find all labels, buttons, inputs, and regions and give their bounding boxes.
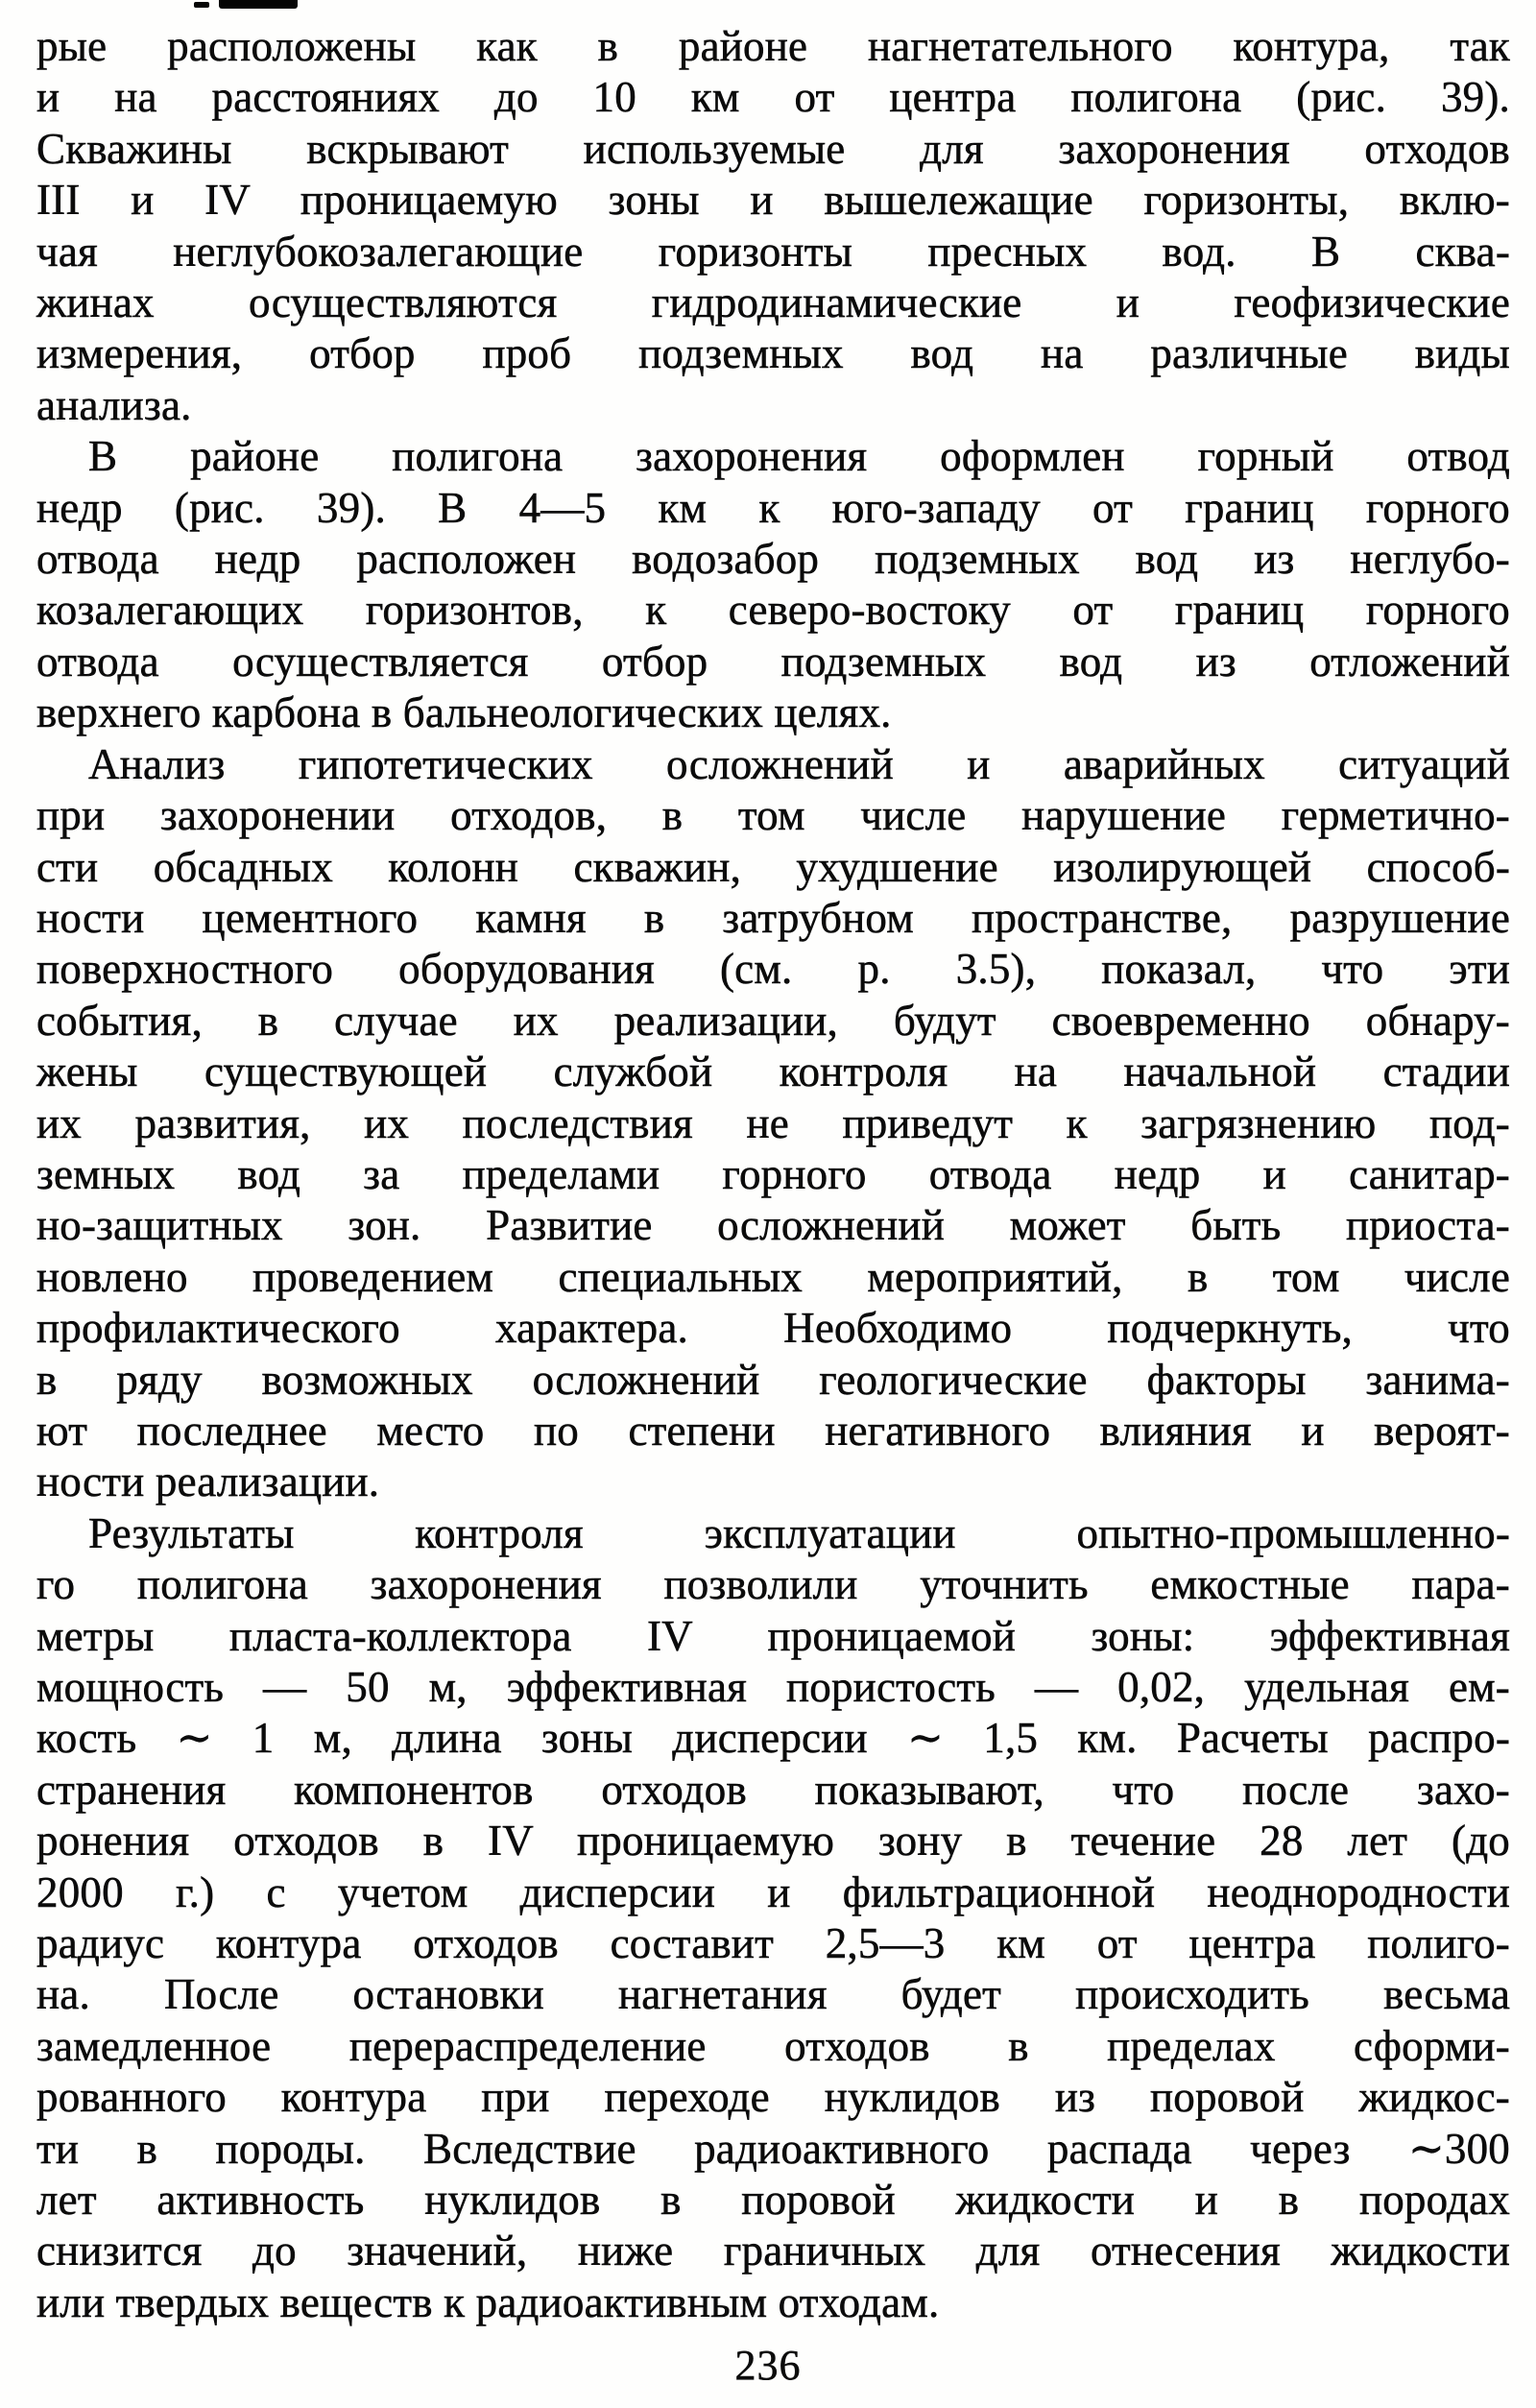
text-line: чая неглубокозалегающие горизонты пресных вод. В сква- — [36, 227, 1510, 276]
text-line: Скважины вскрывают используемые для захоронения отходов — [36, 124, 1510, 173]
text-line: на. После остановки нагнетания будет происходить весьма — [36, 1970, 1510, 2019]
text-line: профилактического характера. Необходимо подчеркнуть, что — [36, 1304, 1510, 1353]
text-line: измерения, отбор проб подземных вод на различные виды — [36, 329, 1510, 378]
paragraph — [36, 21, 1510, 431]
text-line: козалегающих горизонтов, к северо-востоку от границ горного — [36, 586, 1510, 635]
text-line: но-защитных зон. Развитие осложнений может быть приоста- — [36, 1201, 1510, 1250]
text-line: события, в случае их реализации, будут своевременно обнару- — [36, 996, 1510, 1045]
text-line: ронения отходов в IV проницаемую зону в течение 28 лет (до — [36, 1817, 1510, 1866]
text-line: рые расположены как в районе нагнетательного контура, так — [36, 22, 1510, 70]
text-line: сти обсадных колонн скважин, ухудшение изолирующей способ- — [36, 842, 1510, 891]
text-line: метры пласта-коллектора IV проницаемой зоны: эффективная — [36, 1611, 1510, 1660]
text-line: III и IV проницаемую зоны и вышележащие горизонты, вклю- — [36, 176, 1510, 225]
paragraph — [36, 739, 1510, 1508]
text-line: радиус контура отходов составит 2,5—3 км от центра полиго- — [36, 1919, 1510, 1968]
text-line: при захоронении отходов, в том числе нарушение герметично- — [36, 791, 1510, 840]
text-line: отвода осуществляется отбор подземных вод из отложений — [36, 637, 1510, 686]
text-line: ности реализации. — [36, 1457, 380, 1506]
text-line: снизится до значений, ниже граничных для отнесения жидкости — [36, 2227, 1510, 2276]
paragraph — [36, 1508, 1510, 2329]
text-line: Анализ гипотетических осложнений и аварийных ситуаций — [88, 739, 1510, 788]
page-number: 236 — [734, 2342, 802, 2389]
text-line: их развития, их последствия не приведут к загрязнению под- — [36, 1098, 1510, 1147]
text-line: странения компонентов отходов показывают, что после захо- — [36, 1765, 1510, 1814]
text-line: го полигона захоронения позволили уточнить емкостные пара- — [36, 1560, 1510, 1609]
paragraph — [36, 431, 1510, 738]
text-line: жинах осуществляются гидродинамические и геофизические — [36, 278, 1510, 327]
text-line: ности цементного камня в затрубном пространстве, разрушение — [36, 893, 1510, 942]
scan-artifact — [219, 0, 298, 9]
text-line: ти в породы. Вследствие радиоактивного распада через ∼300 — [36, 2124, 1510, 2173]
text-line: поверхностного оборудования (см. р. 3.5), показал, что эти — [36, 945, 1510, 994]
text-line: земных вод за пределами горного отвода недр и санитар- — [36, 1149, 1510, 1198]
text-line: кость ∼ 1 м, длина зоны дисперсии ∼ 1,5 км. Расчеты распро- — [36, 1714, 1510, 1763]
text-line: верхнего карбона в бальнеологических целях. — [36, 688, 892, 737]
text-line: рованного контура при переходе нуклидов из поровой жидкос- — [36, 2073, 1510, 2122]
text-line: в ряду возможных осложнений геологические факторы занима- — [36, 1355, 1510, 1404]
text-line: отвода недр расположен водозабор подземных вод из неглубо- — [36, 535, 1510, 584]
scan-artifact — [194, 2, 209, 8]
text-line: жены существующей службой контроля на начальной стадии — [36, 1047, 1510, 1096]
text-line: Результаты контроля эксплуатации опытно-промышленно- — [88, 1508, 1510, 1557]
text-line: или твердых веществ к радиоактивным отходам. — [36, 2277, 940, 2326]
text-line: мощность — 50 м, эффективная пористость — 0,02, удельная ем- — [36, 1663, 1510, 1711]
page-text — [36, 21, 1510, 2328]
text-line: анализа. — [36, 380, 192, 429]
text-line: лет активность нуклидов в поровой жидкости и в породах — [36, 2176, 1510, 2225]
text-line: В районе полигона захоронения оформлен горный отвод — [88, 432, 1510, 481]
text-line: новлено проведением специальных мероприятий, в том числе — [36, 1252, 1510, 1301]
text-line: замедленное перераспределение отходов в пределах сформи- — [36, 2021, 1510, 2070]
text-line: 2000 г.) с учетом дисперсии и фильтрационной неоднородности — [36, 1867, 1510, 1916]
text-line: и на расстояниях до 10 км от центра полигона (рис. 39). — [36, 73, 1510, 122]
text-line: ют последнее место по степени негативного влияния и вероят- — [36, 1406, 1510, 1455]
text-line: недр (рис. 39). В 4—5 км к юго-западу от границ горного — [36, 483, 1510, 532]
